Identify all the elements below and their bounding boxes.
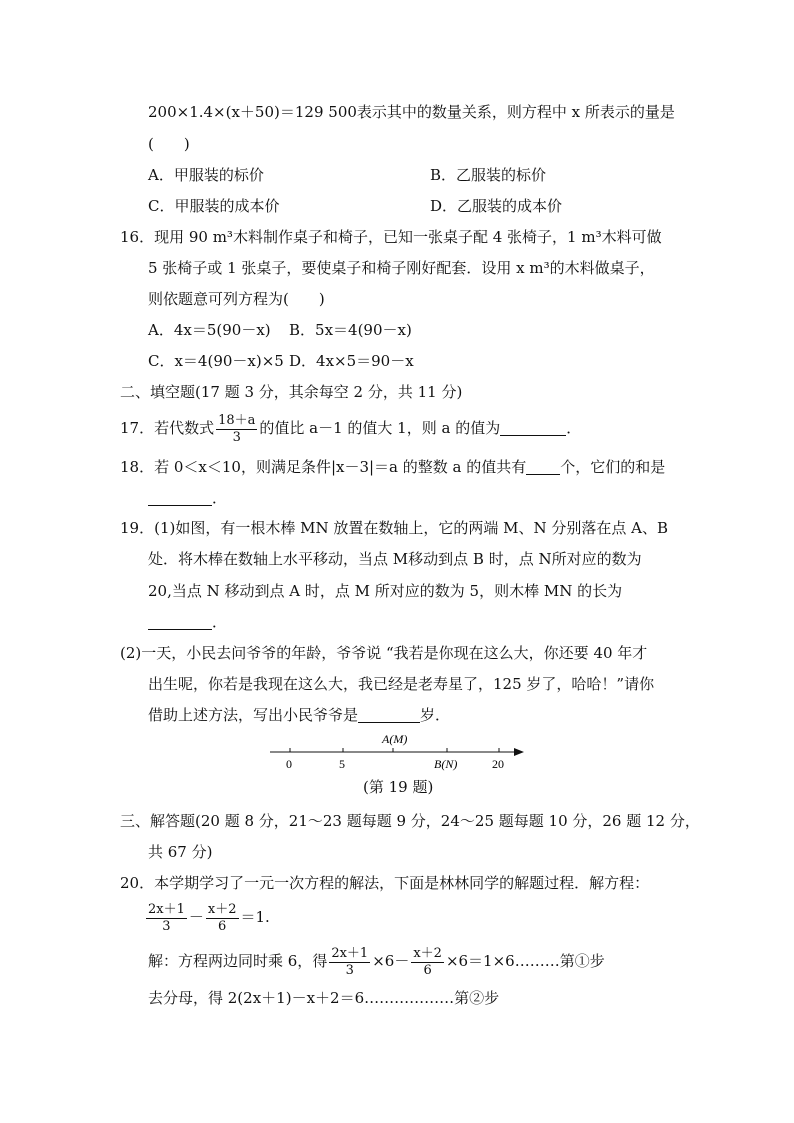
q18-sum-blank [148,491,212,506]
q17-fraction-denominator: 3 [232,429,241,445]
q16-option-a: A．4x＝5(90－x) [148,321,271,339]
q17-fraction-numerator: 18＋a [218,412,256,428]
q15-option-c: C．甲服装的成本价 [148,197,280,215]
q16-stem-line-2: 5 张椅子或 1 张桌子，要使桌子和椅子刚好配套．设用 x m³的木料做桌子， [148,259,655,277]
q16-option-d: D．4x×5＝90－x [289,352,414,370]
q17-fraction [216,413,257,446]
q20-step2-text: 去分母，得 2(2x＋1)－x＋2＝6 [148,989,365,1007]
q17-prefix: 17．若代数式 [120,419,215,437]
q20-step2-label: 第②步 [454,989,500,1007]
q17-line [120,410,581,446]
q18-end: ． [212,489,228,507]
q19-part2-line-1: (2)一天，小民去问爷爷的年龄，爷爷说 “我若是你现在这么大，你还要 40 年才 [120,644,648,662]
q20-step1-mid-1: ×6－ [372,952,410,970]
q20-fraction-1-denominator: 3 [162,918,171,934]
q19-part1-line-4 [148,612,227,632]
q20-step1-fraction-2-denominator: 6 [423,962,432,978]
q16-stem-line-1: 16．现用 90 m³木料制作桌子和椅子，已知一张桌子配 4 张椅子，1 m³木料可做 [120,228,662,246]
q19-length-blank [148,615,212,630]
label-5: 5 [339,757,345,771]
q20-equation [146,898,270,936]
section-3-heading-line-1: 三、解答题(20 题 8 分，21～23 题每题 9 分，24～25 题每题 10 分，26 题 12 分， [120,812,700,830]
q16-option-b: B．5x＝4(90－x) [289,321,412,339]
q20-fraction-1-numerator: 2x＋1 [148,901,185,917]
q17-middle: 的值比 a－1 的值大 1，则 a 的值为 [259,419,501,437]
q19-part2-line-3 [148,705,450,725]
q18-count-blank [526,460,560,475]
q20-fraction-2-denominator: 6 [218,918,227,934]
label-20: 20 [492,757,504,771]
q15-answer-paren: ( ) [148,135,190,153]
q20-fraction-2 [206,902,239,935]
q20-solution-step-2 [148,988,499,1008]
figure-caption: (第 19 题) [363,778,434,796]
q20-fraction-1 [146,902,187,935]
q20-minus: － [188,908,204,926]
q20-stem-line: 20．本学期学习了一元一次方程的解法，下面是林林同学的解题过程．解方程： [120,874,650,892]
label-b-n: B(N) [434,757,458,771]
q19-age-blank [358,708,420,723]
q20-step1-fraction-2-numerator: x＋2 [413,945,442,961]
label-a-m: A(M) [382,732,408,746]
number-line-arrow [514,748,524,756]
q15-option-b: B．乙服装的标价 [430,166,547,184]
q19-part1-end: ． [212,613,228,631]
q15-option-d: D．乙服装的成本价 [430,197,563,215]
q20-step1-dots: ……… [514,952,560,970]
q17-answer-blank [500,421,566,436]
q19-part1-line-1: 19．(1)如图，有一根木棒 MN 放置在数轴上，它的两端 M、N 分别落在点 A、B [120,519,669,537]
q19-part2-text-a: 借助上述方法，写出小民爷爷是 [148,706,359,724]
q20-step1-mid-2: ×6＝1×6 [445,952,515,970]
q16-stem-line-3: 则依题意可列方程为( ) [148,290,325,308]
q20-step1-fraction-1 [329,946,370,979]
q19-part1-line-2: 处．将木棒在数轴上水平移动，当点 M移动到点 B 时，点 N所对应的数为 [148,550,642,568]
q18-text-a: 18．若 0＜x＜10，则满足条件|x－3|＝a 的整数 a 的值共有 [120,458,527,476]
q15-stem-line: 200×1.4×(x＋50)＝129 500表示其中的数量关系，则方程中 x 所表示的量是 [148,103,675,121]
q20-step2-dots: ……………… [364,989,455,1007]
q19-part2-line-2: 出生呢，你若是我现在这么大，我已经是老寿星了，125 岁了，哈哈！”请你 [148,675,655,693]
q20-step1-fraction-1-numerator: 2x＋1 [331,945,369,961]
q20-step1-fraction-1-denominator: 3 [345,962,354,978]
label-0: 0 [286,757,292,771]
q20-solution-prefix: 解：方程两边同时乘 6，得 [148,952,328,970]
q18-line-2 [148,488,227,508]
number-line-figure [262,728,532,776]
q20-fraction-2-numerator: x＋2 [207,901,237,917]
q19-part1-line-3: 20,当点 N 移动到点 A 时，点 M 所对应的数为 5，则木棒 MN 的长为 [148,582,623,600]
q19-part2-text-b: 岁． [420,706,451,724]
q20-step1-fraction-2 [411,946,444,979]
q20-solution-step-1 [148,942,605,980]
section-2-heading: 二、填空题(17 题 3 分，其余每空 2 分，共 11 分) [120,383,463,401]
q16-option-c: C．x＝4(90－x)×5 [148,352,284,370]
q20-equation-end: ＝1. [240,908,270,926]
q20-step1-label: 第①步 [559,952,605,970]
section-3-heading-line-2: 共 67 分) [148,843,213,861]
q17-end: ． [566,419,582,437]
q15-option-a: A．甲服装的标价 [148,166,264,184]
q18-line-1 [120,457,665,477]
q18-text-b: 个，它们的和是 [560,458,666,476]
